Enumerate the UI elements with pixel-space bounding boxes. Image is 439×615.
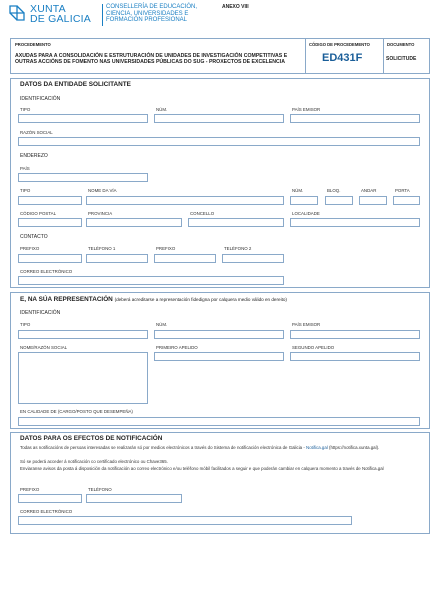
entity-tipo2-label: TIPO: [20, 188, 31, 193]
entity-provincia-label: PROVINCIA: [88, 211, 113, 216]
entity-pais-field[interactable]: [18, 173, 148, 182]
entity-tipo2-field[interactable]: [18, 196, 82, 205]
xunta-logo-icon: [8, 4, 26, 24]
rep-primeiro-field[interactable]: [154, 352, 284, 361]
proc-divider: [383, 39, 384, 73]
entity-bloq-label: BLOQ.: [327, 188, 341, 193]
entity-andar-field[interactable]: [359, 196, 387, 205]
entity-prefixo2-field[interactable]: [154, 254, 216, 263]
entity-tipo-field[interactable]: [18, 114, 148, 123]
entity-prefixo1-field[interactable]: [18, 254, 82, 263]
conselleria-name: CONSELLERÍA DE EDUCACIÓN, CIENCIA, UNIVERSIDADES E FORMACIÓN PROFESIONAL: [106, 4, 198, 24]
entity-cp-label: CÓDIGO POSTAL: [20, 211, 57, 216]
entity-num2-field[interactable]: [290, 196, 318, 205]
rep-calidade-label: EN CALIDADE DE (CARGO/POSTO QUE DESEMPEÑA): [20, 409, 133, 414]
entity-contacto-title: CONTACTO: [20, 234, 48, 240]
representation-title-note: (deberá acreditarse a representación fidedigna por calquera medio válido en dereito): [114, 297, 287, 302]
representation-section-title: E, NA SÚA REPRESENTACIÓN (deberá acreditarse a representación fidedigna por calquera medio válido en dereito): [20, 296, 287, 303]
code-label: CÓDIGO DE PROCEDEMENTO: [309, 42, 370, 47]
entity-bloq-field[interactable]: [325, 196, 353, 205]
rep-tipo-label: TIPO: [20, 322, 31, 327]
rep-ident-title: IDENTIFICACIÓN: [20, 310, 61, 316]
entity-pais-emisor-label: PAÍS EMISOR: [292, 107, 321, 112]
procedure-label: PROCEDEMENTO: [15, 42, 51, 47]
entity-provincia-field[interactable]: [86, 218, 182, 227]
entity-prefixo1-label: PREFIXO: [20, 246, 40, 251]
notifica-link[interactable]: Notifica.gal: [306, 445, 328, 450]
notif-telefono-field[interactable]: [86, 494, 182, 503]
entity-nome-via-label: NOME DA VÍA: [88, 188, 117, 193]
entity-andar-label: ANDAR: [361, 188, 377, 193]
notif-telefono-label: TELÉFONO: [88, 487, 112, 492]
rep-segundo-field[interactable]: [290, 352, 420, 361]
brand-name: XUNTA DE GALICIA: [30, 3, 91, 25]
entity-pais-emisor-field[interactable]: [290, 114, 420, 123]
entity-localidade-field[interactable]: [290, 218, 420, 227]
rep-segundo-label: SEGUNDO APELIDO: [292, 345, 335, 350]
rep-nome-field[interactable]: [18, 352, 148, 404]
entity-concello-label: CONCELLO: [190, 211, 215, 216]
document-label: DOCUMENTO: [387, 42, 415, 47]
brand-divider: [102, 4, 103, 26]
procedure-title: AXUDAS PARA A CONSOLIDACIÓN E ESTRUTURACIÓN DE UNIDADES DE INVESTIGACIÓN COMPETITIVAS E OUTRAS ACCIÓNS DE FOMENTO NAS UNIVERSIDADES PÚBLICAS DO SUG - PROXECTOS DE EXCELENCIA: [15, 53, 288, 65]
entity-telefono1-field[interactable]: [86, 254, 148, 263]
notif-correo-label: CORREO ELECTRÓNICO: [20, 509, 73, 514]
entity-correo-label: CORREO ELECTRÓNICO: [20, 269, 73, 274]
rep-calidade-field[interactable]: [18, 417, 420, 426]
entity-razon-social-field[interactable]: [18, 137, 420, 146]
anexo-label: ANEXO VIII: [222, 4, 249, 10]
entity-tipo-label: TIPO: [20, 107, 31, 112]
rep-primeiro-label: PRIMEIRO APELIDO: [156, 345, 198, 350]
entity-prefixo2-label: PREFIXO: [156, 246, 176, 251]
entity-telefono2-field[interactable]: [222, 254, 284, 263]
entity-telefono1-label: TELÉFONO 1: [88, 246, 116, 251]
entity-num2-label: NÚM.: [292, 188, 304, 193]
notification-note-1: Todas as notificacións de persoas interesadas se realizarán só por medios electrónicos a través do Sistema de notificación electrónica de Galicia - Notifica.gal (https://notifica.xunta.gal).: [20, 445, 380, 450]
rep-pais-emisor-label: PAÍS EMISOR: [292, 322, 321, 327]
entity-num-field[interactable]: [154, 114, 284, 123]
entity-porta-label: PORTA: [395, 188, 410, 193]
entity-razon-social-label: RAZÓN SOCIAL: [20, 130, 53, 135]
entity-ident-title: IDENTIFICACIÓN: [20, 96, 61, 102]
entity-section-title: DATOS DA ENTIDADE SOLICITANTE: [20, 81, 131, 88]
entity-localidade-label: LOCALIDADE: [292, 211, 320, 216]
rep-tipo-field[interactable]: [18, 330, 148, 339]
entity-correo-field[interactable]: [18, 276, 284, 285]
entity-telefono2-label: TELÉFONO 2: [224, 246, 252, 251]
notif-prefixo-label: PREFIXO: [20, 487, 40, 492]
notif-correo-field[interactable]: [18, 516, 352, 525]
entity-pais-label: PAÍS: [20, 166, 30, 171]
notification-section-title: DATOS PARA OS EFECTOS DE NOTIFICACIÓN: [20, 435, 163, 442]
document-value: SOLICITUDE: [386, 56, 417, 62]
rep-num-field[interactable]: [154, 330, 284, 339]
entity-concello-field[interactable]: [188, 218, 284, 227]
proc-divider: [305, 39, 306, 73]
entity-cp-field[interactable]: [18, 218, 82, 227]
rep-num-label: NÚM.: [156, 322, 168, 327]
entity-porta-field[interactable]: [393, 196, 420, 205]
entity-enderezo-title: ENDEREZO: [20, 153, 48, 159]
notif-prefixo-field[interactable]: [18, 494, 82, 503]
procedure-box: [10, 38, 430, 74]
notification-note-3: Enviaranse avisos da posta á disposición da notificación ao correo electrónico e/ou teléfono móbil facilitados a seguir e que poderán cambiar en calquera momento a través de Notifica.gal: [20, 466, 384, 471]
notification-note-2: Só se poderá acceder á notificación co certificado electrónico ou Chave365.: [20, 459, 168, 464]
entity-nome-via-field[interactable]: [86, 196, 284, 205]
rep-pais-emisor-field[interactable]: [290, 330, 420, 339]
entity-num-label: NÚM.: [156, 107, 168, 112]
rep-nome-label: NOME/RAZÓN SOCIAL: [20, 345, 68, 350]
procedure-code: ED431F: [322, 52, 363, 64]
